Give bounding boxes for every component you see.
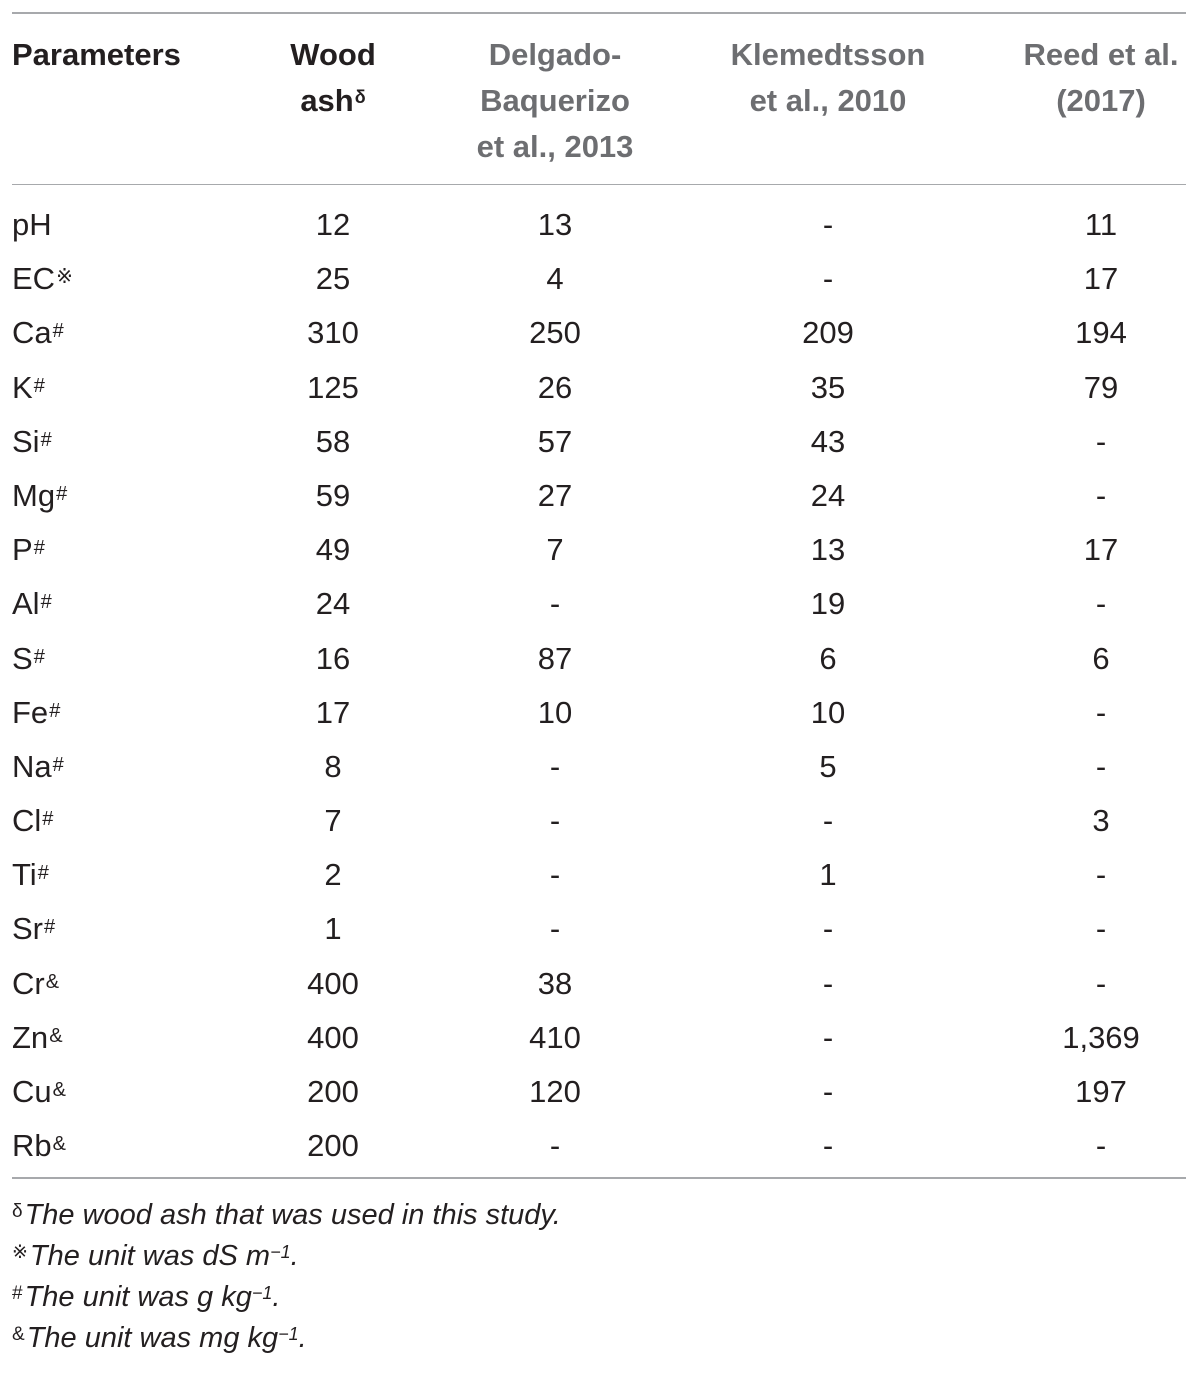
table-row — [12, 1065, 1186, 1119]
cell-parameter — [12, 694, 60, 732]
cell-reed: 3 — [1092, 803, 1110, 839]
cell-klemedtsson: 13 — [810, 532, 846, 568]
table-row — [12, 361, 1186, 415]
cell-klemedtsson: 6 — [819, 640, 837, 676]
cell-reed: - — [1095, 965, 1107, 1001]
cell-delgado: 120 — [529, 1074, 581, 1109]
cell-klemedtsson: - — [822, 1019, 834, 1055]
cell-delgado: - — [549, 911, 561, 947]
header-wood-ash-line2: ash — [300, 82, 354, 118]
table-row — [12, 1119, 1186, 1173]
cell-reed: 194 — [1075, 315, 1127, 351]
cell-delgado: 13 — [537, 207, 573, 242]
header-delgado-line3: et al., 2013 — [476, 128, 634, 164]
parameter-unit-mark: # — [44, 916, 56, 939]
footnote-text-end: . — [272, 1280, 281, 1313]
cell-wood-ash: 16 — [315, 640, 351, 676]
parameter-name: Cu — [12, 1074, 52, 1109]
cell-wood-ash: 200 — [307, 1074, 359, 1109]
table-row — [12, 1011, 1186, 1065]
table-row — [12, 469, 1186, 523]
footnote-exponent: −1 — [270, 1241, 291, 1262]
cell-delgado: 26 — [537, 369, 573, 405]
cell-reed: - — [1095, 1128, 1107, 1164]
footnote-exponent: −1 — [278, 1323, 299, 1344]
cell-reed: - — [1095, 586, 1107, 622]
cell-wood-ash: 1 — [324, 911, 342, 947]
parameter-name: Mg — [12, 477, 56, 513]
cell-parameter — [12, 423, 52, 461]
cell-reed: 17 — [1083, 261, 1119, 297]
cell-parameter — [12, 1127, 66, 1165]
parameter-name: Na — [12, 748, 52, 784]
table-row — [12, 957, 1186, 1011]
footnote-text-end: . — [290, 1239, 299, 1272]
parameter-unit-mark: & — [49, 1024, 63, 1047]
cell-wood-ash: 200 — [307, 1128, 359, 1164]
footnote-text: The wood ash that was used in this study. — [24, 1198, 561, 1231]
cell-reed: 6 — [1092, 640, 1110, 676]
cell-wood-ash: 400 — [307, 965, 359, 1001]
cell-klemedtsson: 24 — [810, 477, 846, 513]
cell-delgado: - — [549, 586, 561, 622]
cell-klemedtsson: - — [822, 207, 834, 242]
parameter-unit-mark: & — [45, 970, 60, 993]
header-reed-line2: (2017) — [1056, 82, 1146, 118]
header-parameters — [12, 32, 181, 78]
cell-reed: 197 — [1075, 1074, 1127, 1109]
parameter-unit-mark: # — [33, 374, 45, 397]
parameter-unit-mark: # — [42, 808, 54, 831]
header-parameters-label: Parameters — [12, 36, 181, 72]
cell-delgado: - — [549, 748, 561, 784]
table-row — [12, 740, 1186, 794]
cell-klemedtsson: - — [822, 965, 834, 1001]
cell-parameter — [12, 856, 49, 894]
cell-klemedtsson: - — [822, 1074, 834, 1109]
cell-parameter — [12, 1019, 63, 1057]
parameter-name: Sr — [12, 911, 43, 947]
table-header — [12, 14, 1186, 184]
parameter-name: P — [12, 532, 33, 568]
table-row — [12, 848, 1186, 902]
parameter-name: K — [12, 369, 33, 405]
cell-klemedtsson: 43 — [810, 423, 846, 459]
cell-wood-ash: 25 — [315, 261, 351, 297]
cell-wood-ash: 2 — [324, 857, 342, 893]
footnote-symbol: δ — [12, 1200, 23, 1222]
header-wood-ash-line2-wrap — [290, 78, 376, 124]
parameter-unit-mark: # — [33, 537, 45, 560]
footnote-text: The unit was g kg — [24, 1280, 252, 1313]
cell-delgado: 10 — [537, 694, 573, 730]
parameter-unit-mark: # — [37, 862, 49, 885]
table-row — [12, 902, 1186, 956]
header-wood-ash-mark: δ — [354, 86, 366, 107]
parameter-name: Ti — [12, 857, 37, 893]
cell-wood-ash: 49 — [315, 532, 351, 568]
footnote-symbol: & — [12, 1323, 25, 1345]
parameter-name: Rb — [12, 1128, 52, 1164]
table-row — [12, 306, 1186, 360]
cell-reed: - — [1095, 857, 1107, 893]
header-delgado-line1: Delgado- — [488, 36, 622, 72]
cell-reed: 11 — [1084, 207, 1118, 242]
parameter-unit-mark: # — [52, 320, 64, 343]
footnote-symbol: # — [12, 1282, 23, 1304]
cell-reed: 17 — [1083, 532, 1119, 568]
footnote — [12, 1195, 1186, 1236]
cell-wood-ash: 12 — [315, 207, 351, 242]
table-row — [12, 794, 1186, 848]
footnote-text-end: . — [298, 1321, 307, 1354]
cell-wood-ash: 58 — [315, 423, 351, 459]
parameter-name: Al — [12, 586, 40, 622]
table-footnotes — [12, 1179, 1186, 1359]
cell-delgado: - — [549, 803, 561, 839]
cell-delgado: - — [549, 857, 561, 893]
header-klemedtsson — [731, 32, 926, 124]
parameter-unit-mark: # — [33, 645, 45, 668]
cell-klemedtsson: - — [822, 911, 834, 947]
cell-wood-ash: 8 — [324, 748, 342, 784]
parameter-name: S — [12, 640, 33, 676]
table-body — [12, 185, 1186, 1177]
cell-wood-ash: 7 — [324, 803, 342, 839]
parameter-unit-mark: # — [52, 753, 64, 776]
cell-parameter — [12, 802, 53, 840]
cell-klemedtsson: 5 — [819, 748, 837, 784]
table-row — [12, 632, 1186, 686]
header-delgado-line2: Baquerizo — [480, 82, 630, 118]
cell-klemedtsson: - — [822, 261, 834, 297]
table-row — [12, 415, 1186, 469]
cell-parameter — [12, 585, 52, 623]
cell-delgado: 410 — [529, 1019, 581, 1055]
table-row — [12, 577, 1186, 631]
header-reed-line1: Reed et al. — [1023, 36, 1179, 72]
cell-reed: - — [1095, 477, 1107, 513]
header-wood-ash-line1: Wood — [290, 36, 376, 72]
cell-wood-ash: 125 — [307, 369, 359, 405]
cell-parameter — [12, 369, 45, 407]
cell-delgado: 250 — [529, 315, 581, 351]
cell-parameter — [12, 1073, 66, 1111]
cell-parameter — [12, 640, 45, 678]
cell-parameter — [12, 531, 45, 569]
parameter-name: Cl — [12, 803, 42, 839]
parameter-name: Si — [12, 423, 40, 459]
parameter-name: Fe — [12, 694, 49, 730]
cell-parameter — [12, 206, 52, 244]
cell-delgado: 4 — [546, 261, 564, 297]
cell-delgado: 57 — [537, 423, 573, 459]
table-row — [12, 252, 1186, 306]
parameter-unit-mark: & — [52, 1079, 66, 1101]
cell-wood-ash: 17 — [315, 694, 351, 730]
table-row — [12, 523, 1186, 577]
parameter-unit-mark: # — [49, 699, 61, 722]
cell-delgado: 38 — [537, 965, 573, 1001]
cell-wood-ash: 24 — [315, 586, 351, 622]
table-row — [12, 198, 1186, 252]
cell-reed: 79 — [1083, 369, 1119, 405]
parameter-unit-mark: # — [40, 591, 52, 614]
cell-klemedtsson: 19 — [810, 586, 846, 622]
cell-wood-ash: 400 — [307, 1019, 359, 1055]
cell-delgado: 7 — [546, 532, 564, 568]
cell-reed: - — [1095, 748, 1107, 784]
cell-klemedtsson: - — [822, 803, 834, 839]
data-table — [12, 12, 1186, 1359]
parameter-name: pH — [12, 207, 52, 242]
cell-parameter — [12, 910, 55, 948]
cell-klemedtsson: - — [822, 1128, 834, 1164]
cell-reed: - — [1095, 423, 1107, 459]
cell-parameter — [12, 260, 73, 298]
cell-klemedtsson: 10 — [810, 694, 846, 730]
table-row — [12, 686, 1186, 740]
cell-wood-ash: 310 — [307, 315, 359, 351]
footnote — [12, 1318, 1186, 1359]
parameter-unit-mark: # — [56, 482, 68, 505]
header-wood-ash — [290, 32, 376, 124]
parameter-name: Ca — [12, 315, 52, 351]
cell-delgado: 87 — [537, 640, 573, 676]
header-delgado — [477, 32, 634, 170]
header-klemedtsson-line1: Klemedtsson — [730, 36, 926, 72]
parameter-name: EC — [12, 261, 56, 297]
cell-parameter — [12, 477, 67, 515]
cell-klemedtsson: 1 — [819, 857, 837, 893]
footnote-exponent: −1 — [251, 1282, 273, 1303]
cell-parameter — [12, 748, 64, 786]
cell-reed: - — [1095, 694, 1107, 730]
parameter-name: Cr — [12, 965, 45, 1001]
footnote-text: The unit was mg kg — [26, 1321, 279, 1354]
footnote-text: The unit was dS m — [29, 1239, 271, 1272]
parameter-unit-mark: ※ — [56, 266, 73, 289]
footnote — [12, 1236, 1186, 1277]
footnote — [12, 1277, 1186, 1318]
cell-delgado: 27 — [537, 477, 573, 513]
cell-klemedtsson: 35 — [810, 369, 846, 405]
parameter-name: Zn — [12, 1019, 49, 1055]
cell-reed: 1,369 — [1062, 1019, 1140, 1055]
header-reed — [1023, 32, 1178, 124]
parameter-unit-mark: & — [52, 1133, 66, 1156]
cell-klemedtsson: 209 — [802, 315, 854, 351]
header-klemedtsson-line2: et al., 2010 — [749, 82, 907, 118]
parameter-unit-mark: # — [40, 428, 52, 451]
cell-delgado: - — [549, 1128, 561, 1164]
cell-parameter — [12, 965, 59, 1003]
cell-wood-ash: 59 — [315, 477, 351, 513]
cell-reed: - — [1095, 911, 1107, 947]
footnote-symbol: ※ — [12, 1241, 28, 1263]
cell-parameter — [12, 314, 64, 352]
